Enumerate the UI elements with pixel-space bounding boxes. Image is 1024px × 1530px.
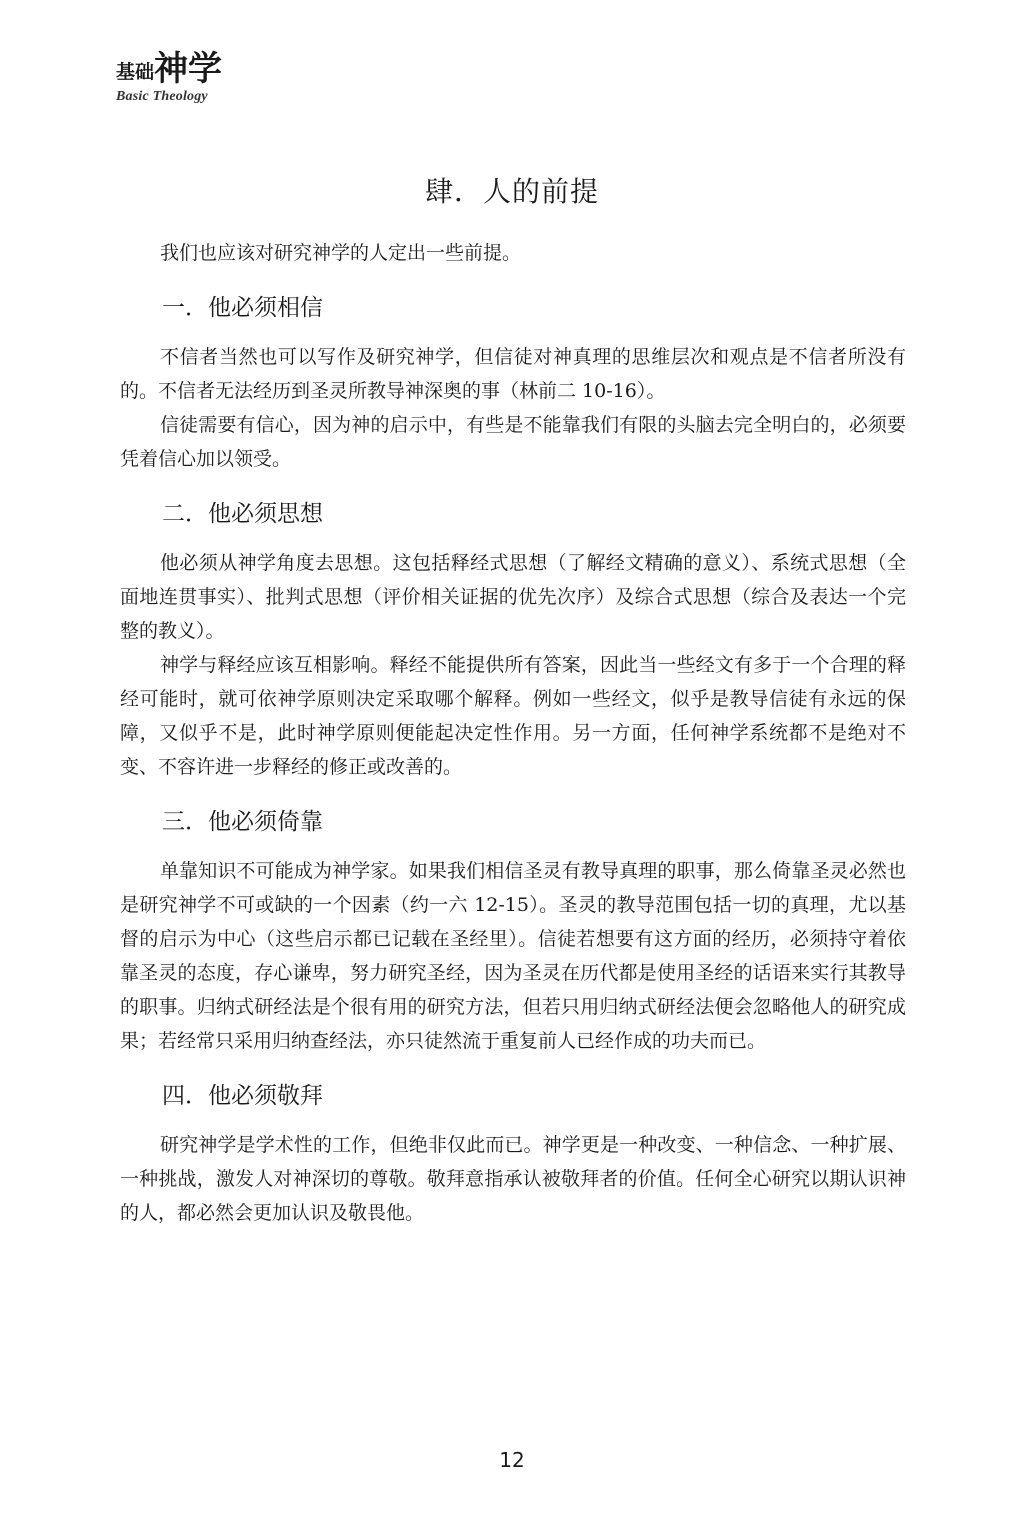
section-paragraph: 研究神学是学术性的工作，但绝非仅此而已。神学更是一种改变、一种信念、一种扩展、一种挑战，激发人对神深切的尊敬。敬拜意指承认被敬拜者的价值。任何全心研究以期认识神的人，都必然会更加认识及敬畏他。 <box>120 1134 906 1224</box>
section-heading-worship: 四．他必须敬拜 <box>162 1083 323 1109</box>
logo-subtitle: Basic Theology <box>116 89 208 104</box>
logo-title-small: 基础 <box>116 61 155 83</box>
chapter-title: 肆．人的前提 <box>424 175 599 208</box>
logo-title-big: 神学 <box>154 49 223 89</box>
section-paragraph: 单靠知识不可能成为神学家。如果我们相信圣灵有教导真理的职事，那么倚靠圣灵必然也是研究神学不可或缺的一个因素（约一六 12-15）。圣灵的教导范围包括一切的真理，尤以基督的启示为中心（这些启示都已记载在圣经里）。信徒若想要有这方面的经历，必须持守着依靠圣灵的态度，存心谦卑，努力研究圣经，因为圣灵在历代都是使用圣经的话语来实行其教导的职事。归纳式研经法是个很有用的研究方法，但若只用归纳式研经法便会忽略他人的研究成果；若经常只采用归纳查经法，亦只徒然流于重复前人已经作成的功夫而已。 <box>120 860 906 1052</box>
section-heading-depend: 三．他必须倚靠 <box>162 809 323 835</box>
page-number: 12 <box>499 1448 525 1472</box>
section-paragraph: 信徒需要有信心，因为神的启示中，有些是不能靠我们有限的头脑去完全明白的，必须要凭着信心加以领受。 <box>120 414 906 470</box>
section-paragraph: 神学与释经应该互相影响。释经不能提供所有答案，因此当一些经文有多于一个合理的释经可能时，就可依神学原则决定采取哪个解释。例如一些经文，似乎是教导信徒有永远的保障，又似乎不是，此时神学原则便能起决定性作用。另一方面，任何神学系统都不是绝对不变、不容许进一步释经的修正或改善的。 <box>120 654 906 778</box>
section-heading-think: 二．他必须思想 <box>162 501 323 527</box>
page-body <box>120 236 906 1230</box>
chapter-intro: 我们也应该对研究神学的人定出一些前提。 <box>160 242 522 264</box>
section-paragraph: 不信者当然也可以写作及研究神学，但信徒对神真理的思维层次和观点是不信者所没有的。不信者无法经历到圣灵所教导神深奥的事（林前二 10-16）。 <box>120 346 906 402</box>
section-heading-believe: 一．他必须相信 <box>162 295 323 321</box>
book-logo <box>116 49 276 105</box>
section-paragraph: 他必须从神学角度去思想。这包括释经式思想（了解经文精确的意义）、系统式思想（全面地连贯事实）、批判式思想（评价相关证据的优先次序）及综合式思想（综合及表达一个完整的教义）。 <box>120 552 906 642</box>
logo-title <box>116 49 276 89</box>
